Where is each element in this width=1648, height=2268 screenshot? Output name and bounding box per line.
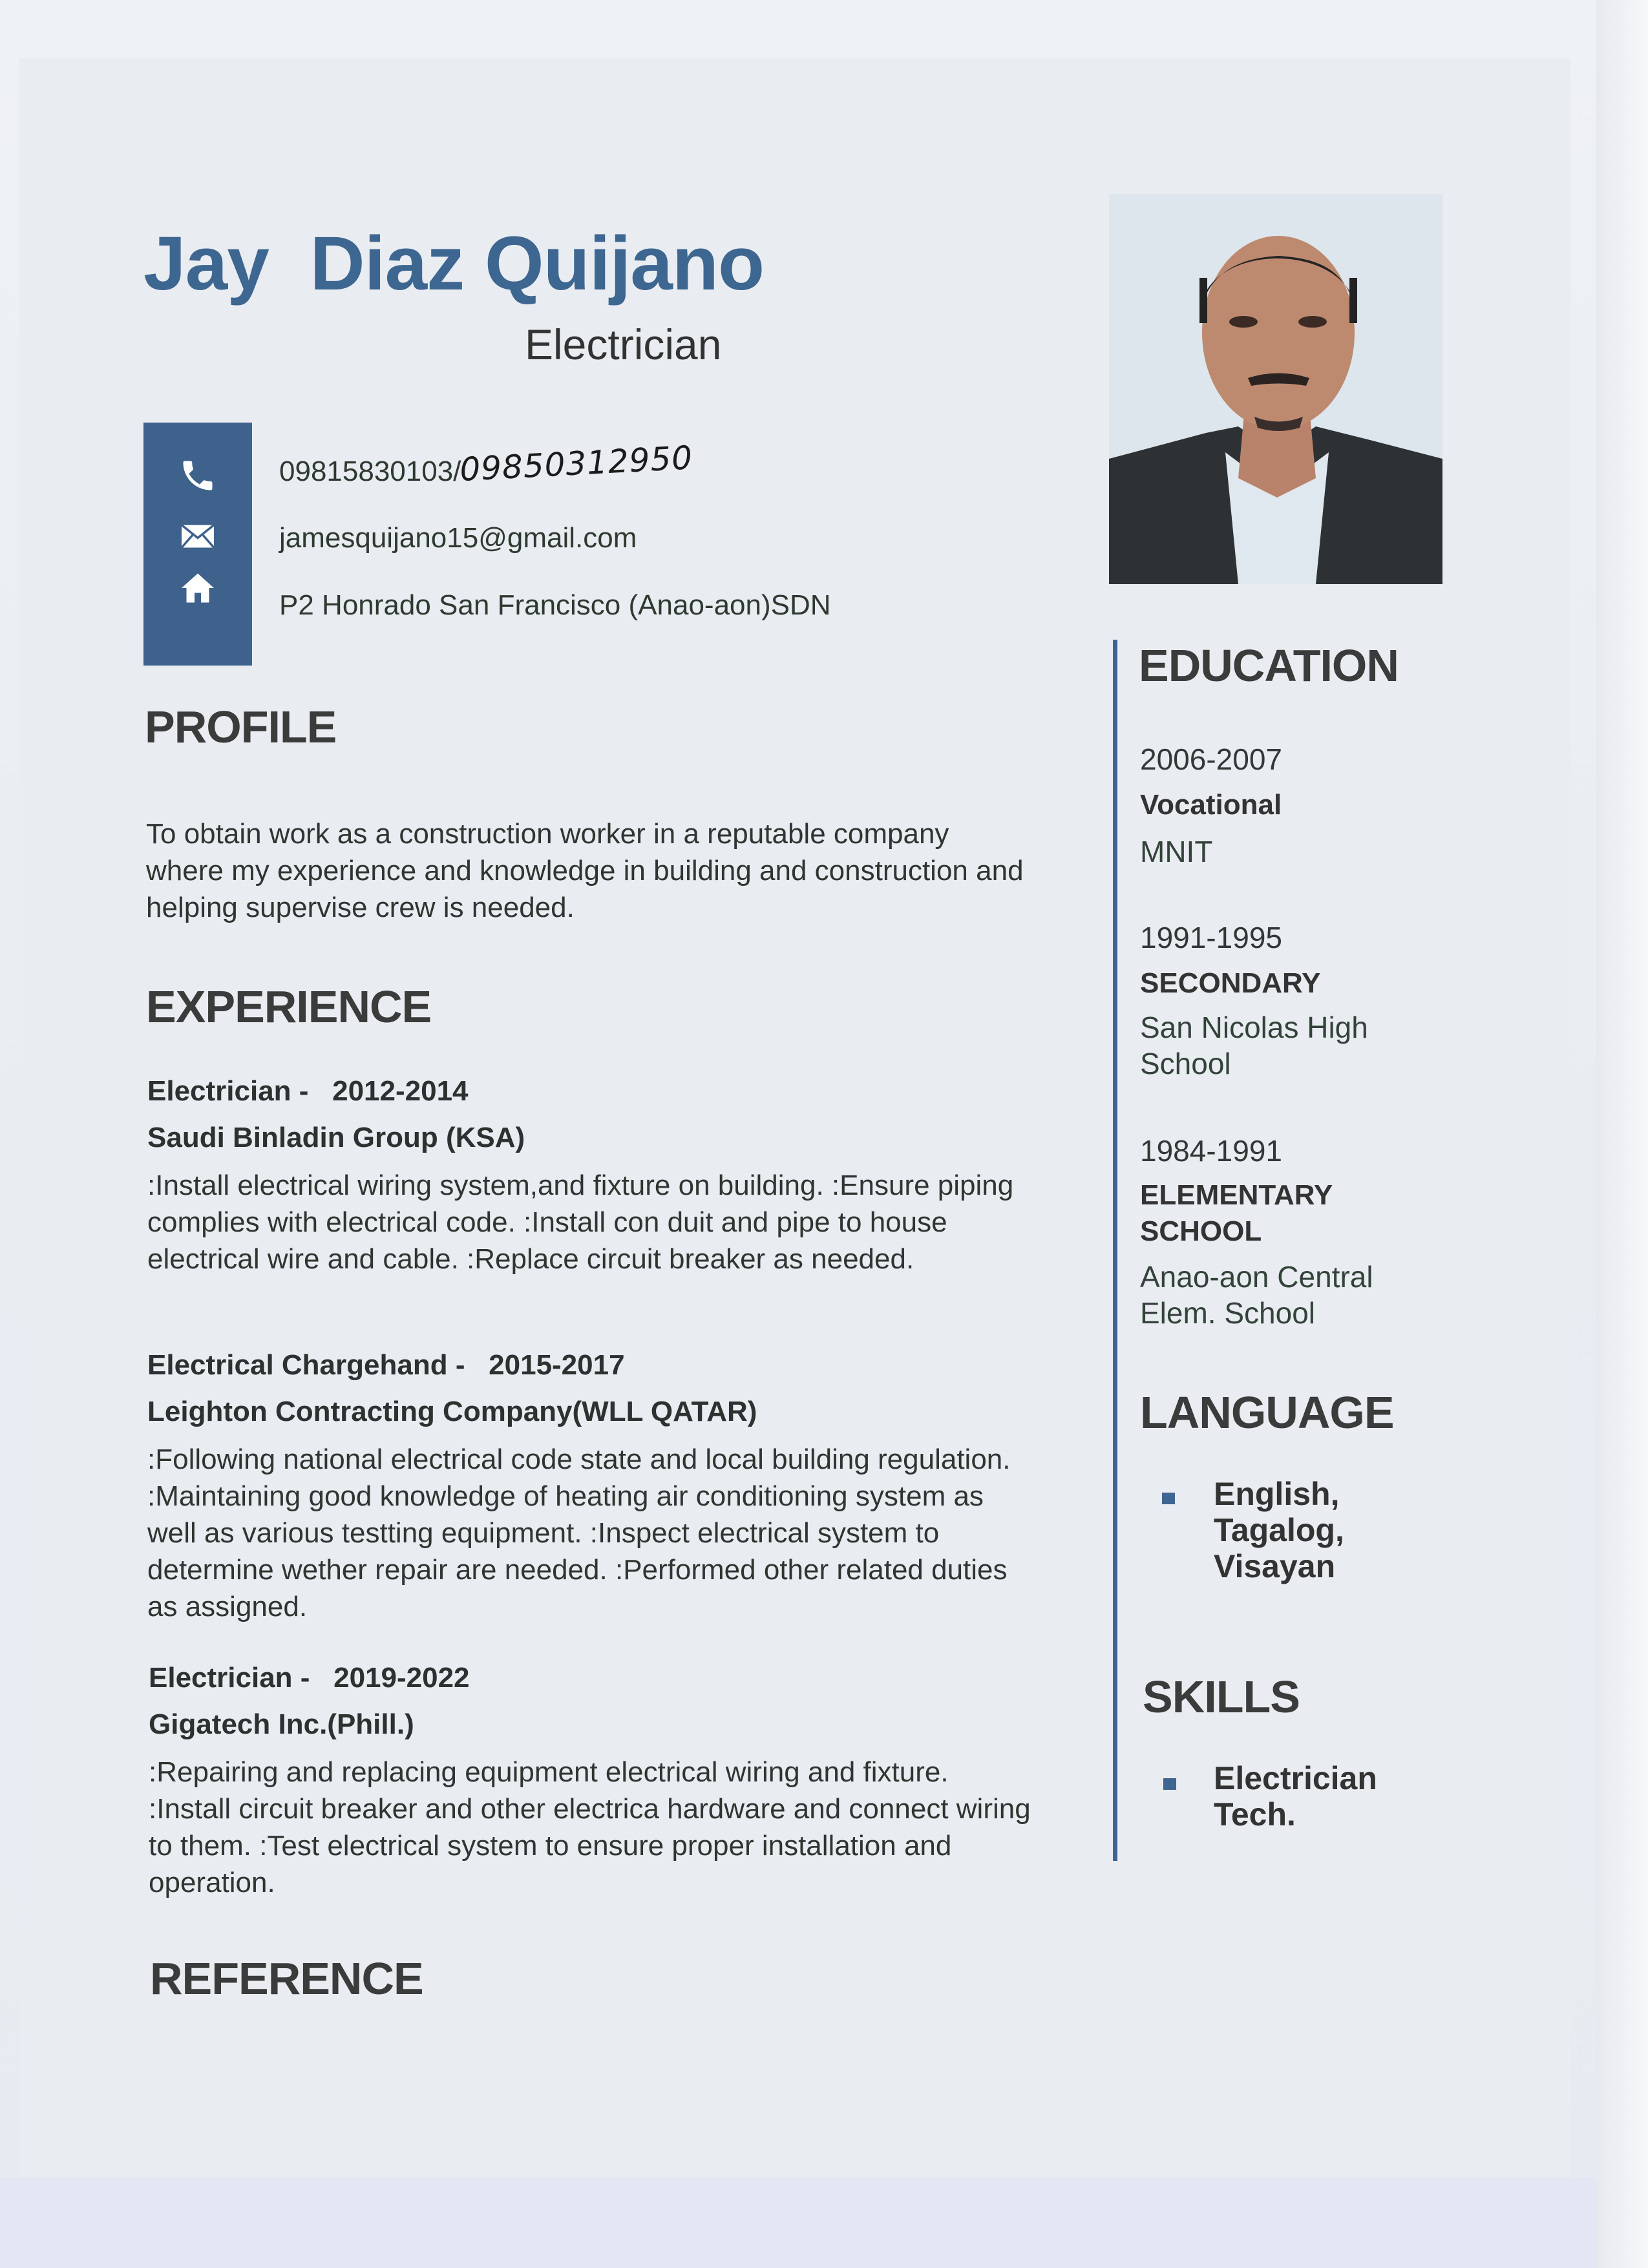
profile-photo (1109, 194, 1442, 584)
experience-3-title: Electrician - 2019-2022 (149, 1662, 470, 1694)
phone-icon (176, 456, 220, 495)
scan-bottom-band (0, 2178, 1648, 2268)
envelope-icon (176, 517, 220, 556)
education-heading: EDUCATION (1139, 640, 1399, 691)
education-3-school: Anao-aon Central Elem. School (1140, 1260, 1373, 1330)
phone-number (279, 439, 694, 488)
home-icon (176, 569, 220, 607)
experience-3-description: :Repairing and replacing equipment electrical wiring and fixture. :Install circuit breaker and other electrica hardware and connect wiring to them. :Test electrical system to ensure proper installation and operation. (149, 1756, 1031, 1898)
education-3-level: ELEMENTARY SCHOOL (1140, 1179, 1333, 1247)
experience-heading: EXPERIENCE (146, 982, 432, 1032)
education-2-years: 1991-1995 (1140, 921, 1282, 954)
education-1-years: 2006-2007 (1140, 742, 1282, 776)
phone-printed: 09815830103/ (279, 456, 461, 487)
phone-handwritten: 09850312950 (459, 439, 694, 488)
column-divider (1113, 640, 1117, 1861)
experience-2-description: :Following national electrical code state and local building regulation. :Maintaining good knowledge of heating air conditioning system as well as various testting equipment. :Inspect electrical system to determine wether repair are needed. :Performed other related duties as assigned. (147, 1444, 1011, 1622)
profile-heading: PROFILE (145, 702, 337, 752)
portrait-image (1109, 194, 1442, 584)
experience-3-company: Gigatech Inc.(Phill.) (149, 1708, 414, 1740)
language-heading: LANGUAGE (1140, 1387, 1394, 1438)
skills-list: Electrician Tech. (1214, 1760, 1377, 1832)
email-address: jamesquijano15@gmail.com (279, 522, 637, 554)
skills-bullet-icon (1163, 1778, 1176, 1790)
language-list: English, Tagalog, Visayan (1214, 1476, 1344, 1584)
candidate-name: Jay Diaz Quijano (143, 221, 765, 306)
experience-2-title: Electrical Chargehand - 2015-2017 (147, 1349, 625, 1381)
scan-right-edge (1596, 0, 1648, 2268)
experience-1-title: Electrician - 2012-2014 (147, 1075, 469, 1107)
education-1-level: Vocational (1140, 789, 1282, 821)
experience-1-description: :Install electrical wiring system,and fixture on building. :Ensure piping complies with electrical code. :Install con duit and pipe to house electrical wire and cable. :Replace circuit breaker as needed. (147, 1170, 1014, 1275)
language-bullet-icon (1162, 1493, 1175, 1504)
experience-1-company: Saudi Binladin Group (KSA) (147, 1122, 525, 1153)
skills-heading: SKILLS (1143, 1672, 1300, 1722)
home-address: P2 Honrado San Francisco (Anao-aon)SDN (279, 589, 831, 621)
education-2-level: SECONDARY (1140, 967, 1321, 999)
education-2-school: San Nicolas High School (1140, 1011, 1368, 1080)
experience-2-company: Leighton Contracting Company(WLL QATAR) (147, 1396, 757, 1427)
education-3-years: 1984-1991 (1140, 1134, 1282, 1168)
education-1-school: MNIT (1140, 835, 1213, 868)
profile-text: To obtain work as a construction worker in a reputable company where my experience and knowledge in building and construction and helping supervise crew is needed. (146, 818, 1024, 923)
reference-heading: REFERENCE (150, 1953, 423, 2004)
job-title: Electrician (525, 320, 722, 368)
